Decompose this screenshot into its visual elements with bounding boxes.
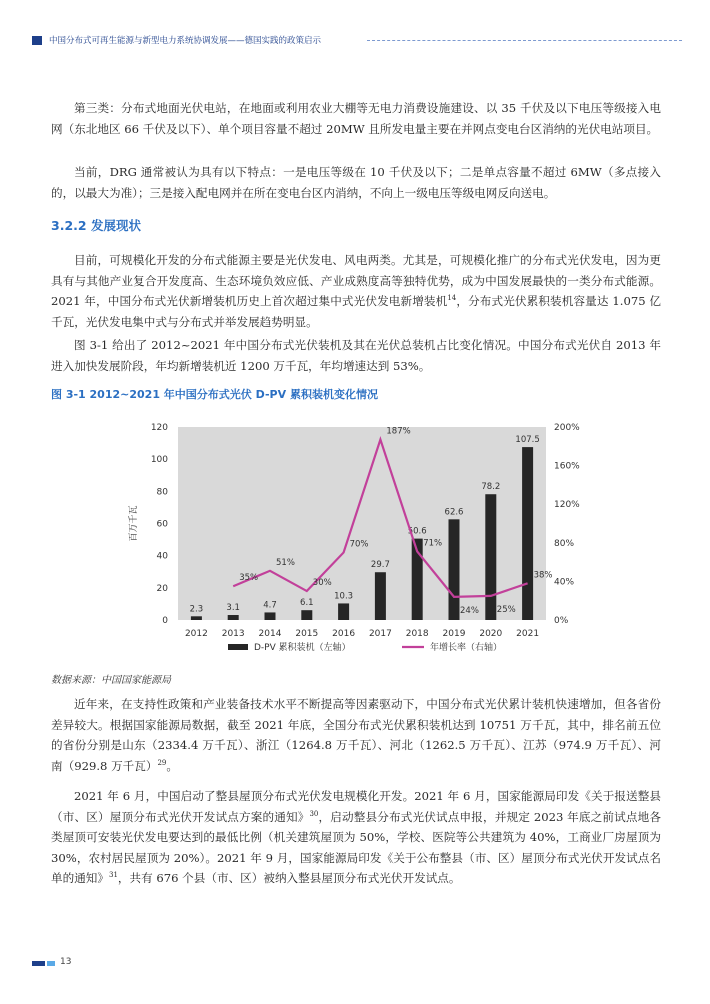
bar [301,610,312,620]
x-tick-label: 2012 [184,629,208,639]
y-axis-label: 百万千瓦 [129,505,139,542]
footnote-ref: 31 [108,871,118,880]
y2-tick-label: 80% [554,538,575,549]
x-tick-label: 2016 [332,629,356,639]
dpv-chart [110,415,590,665]
legend-line-label: 年增长率（右轴） [430,643,503,653]
paragraph-drg-features: 当前，DRG 通常被认为具有以下特点：一是电压等级在 10 千伏及以下；二是单点容量不超过 6MW（多点接入的，以最大为准）；三是接入配电网并在所在变电台区内消纳，不向上一级电压等级电网反向送电。 [51,165,661,200]
x-tick-label: 2015 [295,629,319,639]
x-tick-label: 2014 [258,629,282,639]
growth-value-label: 70% [349,539,369,550]
footer-mark-dark [32,961,45,966]
paragraph-county-text-a: 2021 年 6 月，中国启动了整县屋顶分布式光伏发电规模化开发。2021 年 6 月，国家能源局印发《关于报送整县（市、区）屋顶分布式光伏开发试点方案的通知》 [51,789,661,824]
header-rule [367,40,682,41]
y-tick-label: 100 [150,455,168,466]
bar [485,494,496,620]
x-tick-label: 2021 [516,629,540,639]
bar [522,447,533,620]
x-tick-label: 2019 [442,629,466,639]
page-footer [32,957,112,969]
footnote-ref: 29 [157,758,167,767]
paragraph-figure-intro: 图 3-1 给出了 2012~2021 年中国分布式光伏装机及其在光伏总装机占比变化情况。中国分布式光伏自 2013 年进入加快发展阶段，年均新增装机近 1200 万千瓦，年均增速达到 53%。 [51,338,661,373]
x-tick-label: 2020 [479,629,503,639]
paragraph-status [51,250,661,332]
bar-value-label: 29.7 [370,560,390,571]
header-mark [32,36,42,45]
growth-value-label: 30% [312,578,332,589]
paragraph-county-text-c: ，共有 676 个县（市、区）被纳入整县屋顶分布式光伏开发试点。 [117,871,461,885]
y-tick-label: 120 [150,423,168,433]
growth-value-label: 71% [423,538,443,549]
footer-mark-light [47,961,55,966]
y-tick-label: 40 [156,551,168,562]
bar [191,616,202,620]
bar-value-label: 62.6 [444,507,464,518]
y-tick-label: 0 [162,616,168,626]
paragraph-status-text-a: 目前，可规模化开发的分布式能源主要是光伏发电、风电两类。尤其是，可规模化推广的分布式光伏发电，因为更具有与其他产业复合开发度高、生态环境负效应低、产业成熟度高等独特优势，成为中国发展最快的一类分布式能源。2021 年，中国分布式光伏新增装机历史上首次超过集中式光伏发电新增装机 [51,253,661,308]
bar-value-label: 2.3 [189,604,204,615]
section-heading: 3.2.2 发展现状 [51,218,141,233]
bar-value-label: 3.1 [226,603,240,614]
y2-tick-label: 200% [554,423,580,433]
paragraph-status-text-b: ，分布式光伏累积装机容量达 1.075 亿千瓦，光伏发电集中式与分布式并举发展趋势明显。 [51,294,661,329]
legend [228,641,502,653]
growth-value-label: 187% [386,426,411,437]
footnote-ref: 14 [447,294,457,303]
paragraph-provinces [51,694,661,776]
bar [338,603,349,620]
y-tick-label: 60 [156,519,168,530]
x-tick-label: 2018 [405,629,429,639]
running-header [32,34,682,48]
y2-tick-label: 160% [554,461,580,472]
data-source: 数据来源：中国国家能源局 [51,675,171,686]
page-number: 13 [60,957,72,967]
bar-value-label: 4.7 [263,600,277,611]
legend-bar-label: D-PV 累积装机（左轴） [254,643,351,653]
y2-tick-label: 40% [554,577,575,588]
paragraph-county-text-b: ，启动整县分布式光伏试点申报，并规定 2023 年底之前试点地各类屋顶可安装光伏发电要达到的最低比例（机关建筑屋顶为 50%，学校、医院等公共建筑为 40%，工商业厂房屋顶为 30%，农村居民屋顶为 20%）。2021 年 9 月，国家能源局印发《关于公布整县（市、区）屋顶分布式光伏开发试点名单的通知》 [51,809,661,885]
bar-value-label: 6.1 [300,598,314,609]
growth-value-label: 24% [460,605,479,616]
bar-value-label: 10.3 [334,591,354,602]
bar-value-label: 107.5 [515,435,540,446]
paragraph-county-pilot [51,786,661,889]
y2-tick-label: 0% [554,616,569,626]
growth-value-label: 35% [239,573,259,584]
growth-value-label: 25% [496,604,516,615]
x-tick-label: 2017 [368,629,392,639]
legend-bar-swatch [228,644,248,650]
bar-value-label: 50.6 [407,526,427,537]
paragraph-provinces-text-b: 。 [166,758,178,773]
paragraph-category-3: 第三类：分布式地面光伏电站，在地面或利用农业大棚等无电力消费设施建设、以 35 千伏及以下电压等级接入电网（东北地区 66 千伏及以下）、单个项目容量不超过 20MW 且所发电量主要在并网点变电台区消纳的光伏电站项目。 [51,101,661,136]
bar-value-label: 78.2 [481,482,501,493]
paragraph-provinces-text-a: 近年来，在支持性政策和产业装备技术水平不断提高等因素驱动下，中国分布式光伏累计装机快速增加，但各省份差异较大。根据国家能源局数据，截至 2021 年底，全国分布式光伏累积装机达到 10751 万千瓦，其中，排名前五位的省份分别是山东（2334.4 万千瓦）、浙江（1264.8 万千瓦）、河北（1262.5 万千瓦）、江苏（974.9 万千瓦）、河南（929.8 万千瓦） [51,697,661,773]
header-title: 中国分布式可再生能源与新型电力系统协调发展——德国实践的政策启示 [49,36,322,46]
growth-value-label: 38% [533,570,553,581]
y2-tick-label: 120% [554,500,580,511]
growth-value-label: 51% [276,557,295,568]
bar [449,519,460,620]
x-tick-label: 2013 [221,629,245,639]
bar [375,572,386,620]
bar [228,615,239,620]
bar [265,612,276,620]
footnote-ref: 30 [309,809,319,818]
y-tick-label: 20 [156,583,168,594]
figure-title: 图 3-1 2012~2021 年中国分布式光伏 D-PV 累积装机变化情况 [51,388,378,401]
y-tick-label: 80 [156,487,168,498]
